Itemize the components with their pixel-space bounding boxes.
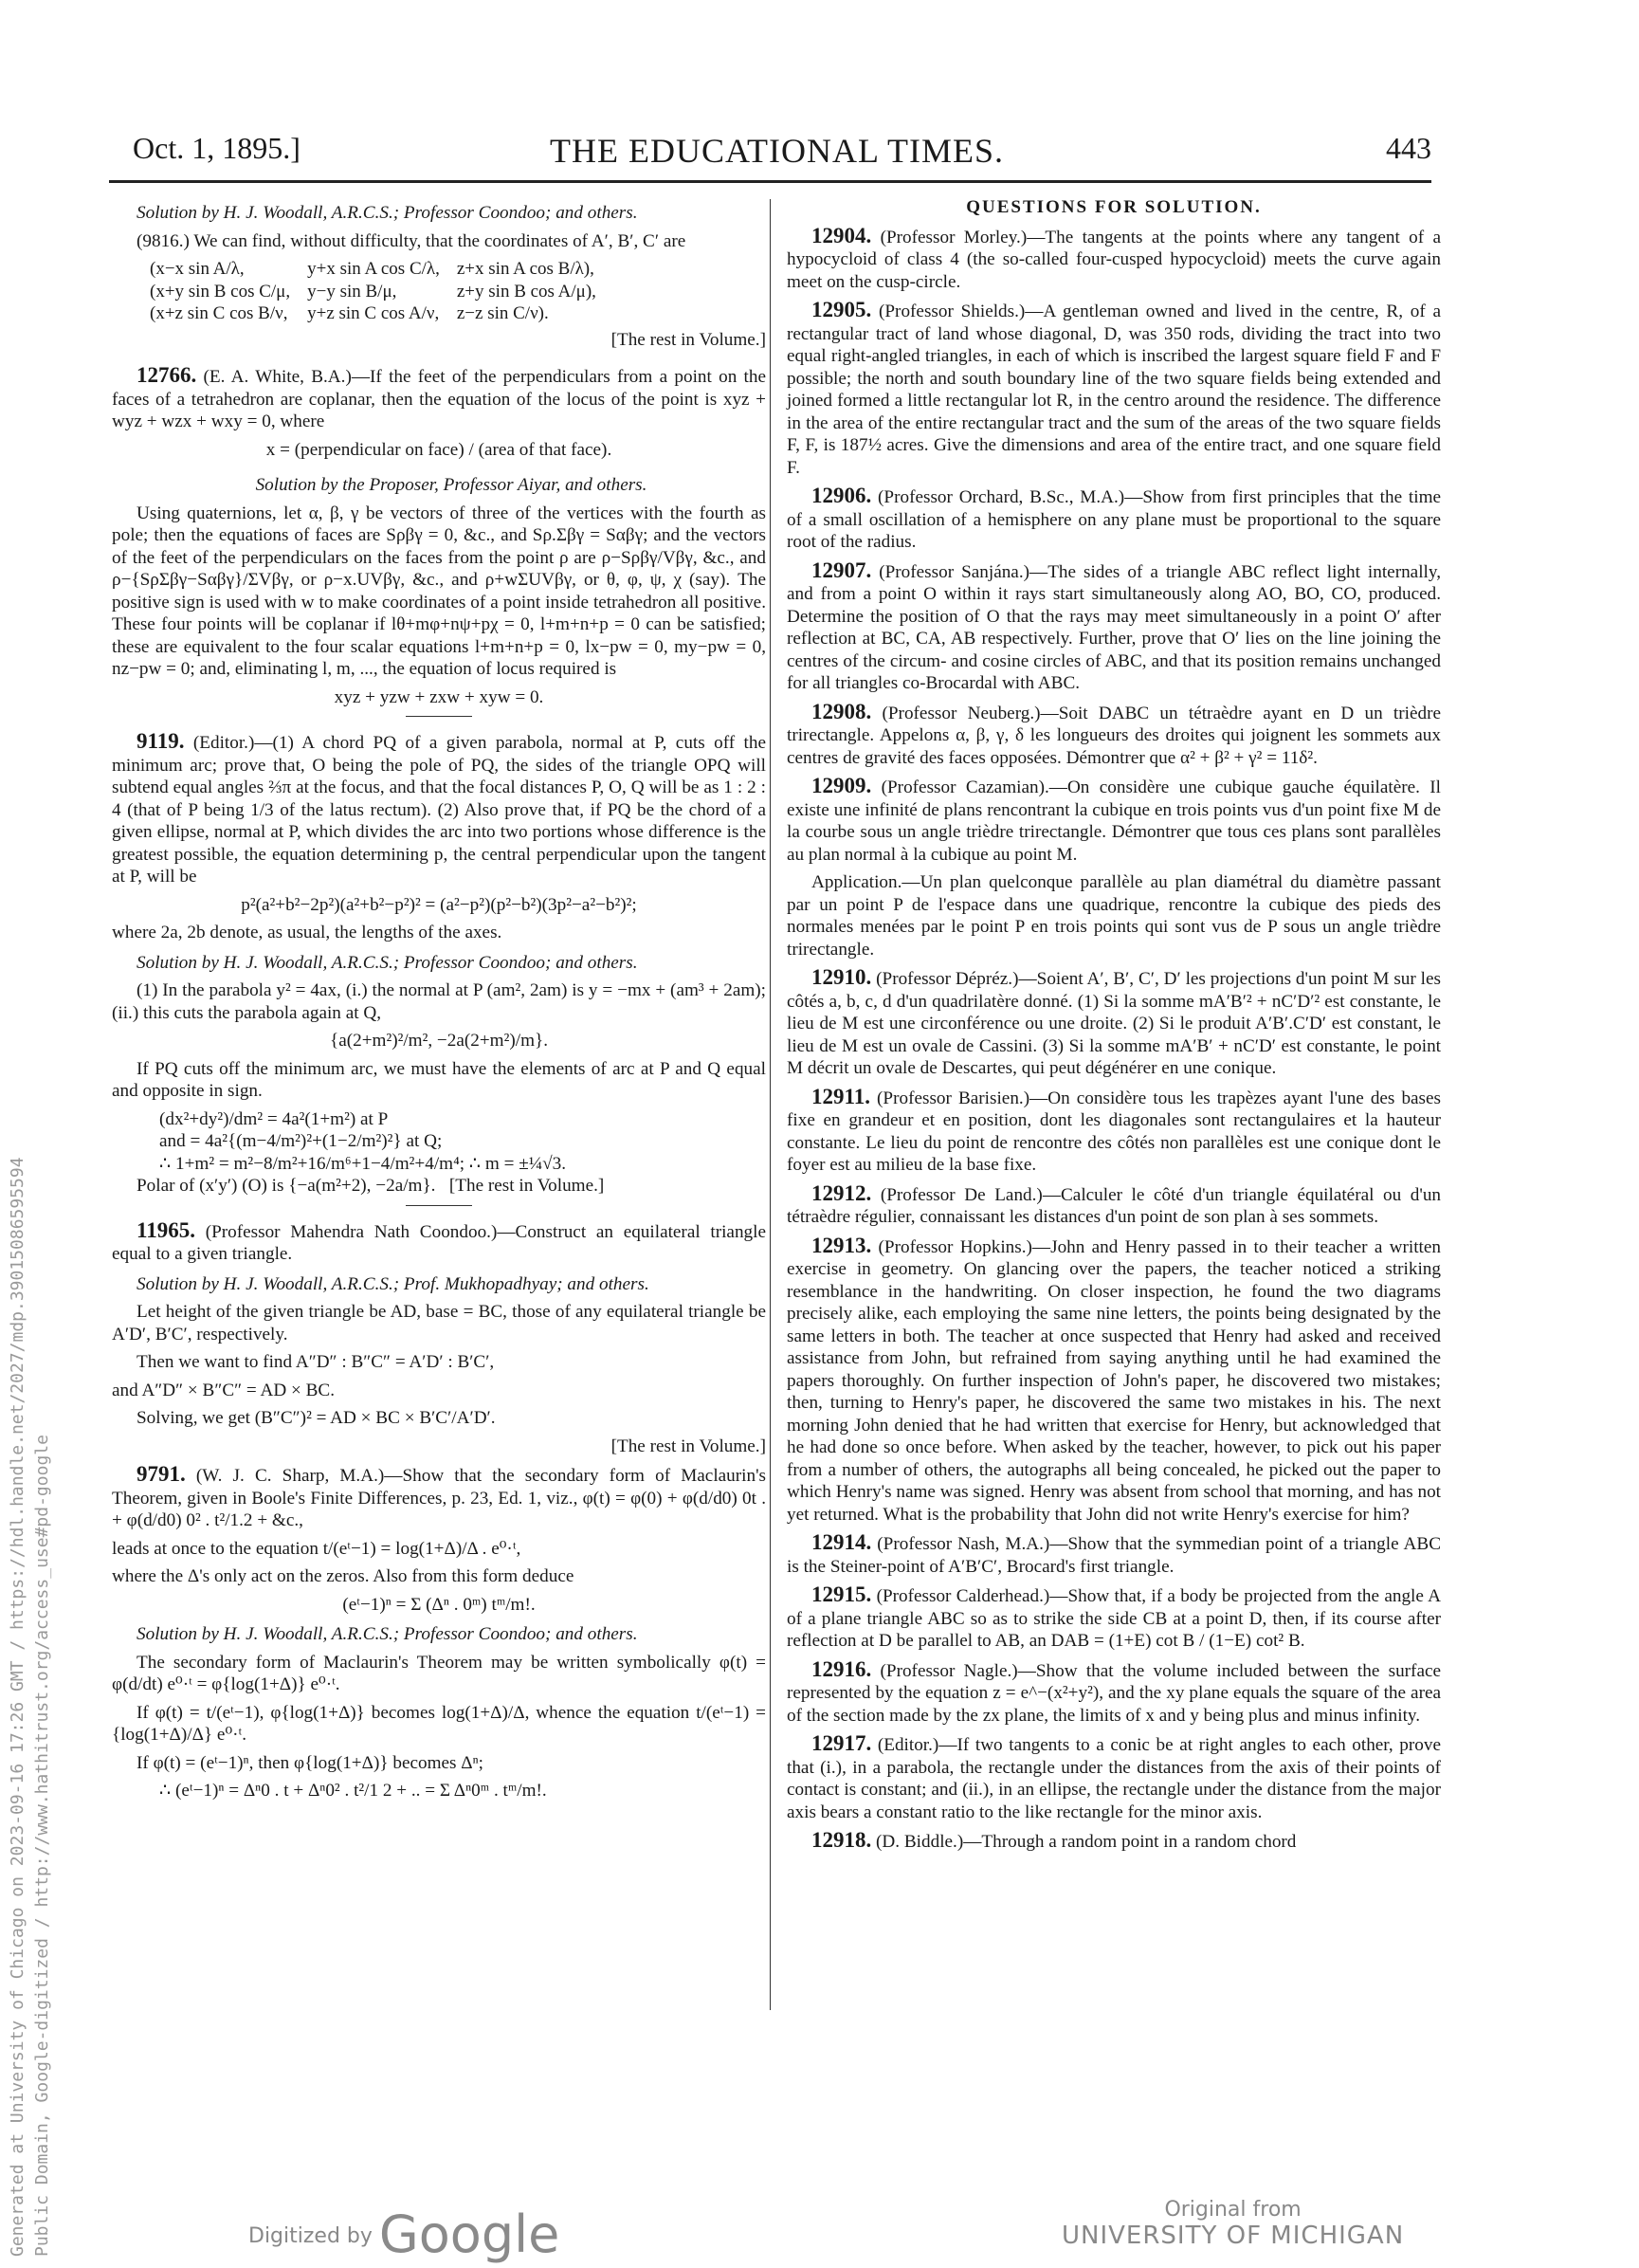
formula-cell: y+z sin C cos A/ν, [307,303,440,323]
stamp-line: Generated at University of Chicago on 2023-09-16 17:26 GMT / https://hdl.handle.net/2027/mdp.39015086595594 [8,1157,27,2257]
question-text: (Professor Nagle.)—Show that the volume included between the surface represented by the equation z = e^−(x²+y²), and the xy plane equals the square of the area of the section made by the zx plane, the limits of x and y being plus and minus infinity. [787,1660,1441,1726]
divider [406,1205,472,1206]
question-11965 [112,1219,766,1266]
issue-date: Oct. 1, 1895.] [133,131,300,165]
question-text: (W. J. C. Sharp, M.A.)—Show that the secondary form of Maclaurin's Theorem, given in Boole's Finite Differences, p. 23, Ed. 1, viz., φ(t) = φ(0) + φ(d/d0) 0t . + φ(d/d0) 0² . t²/1.2 + &c., [112,1466,767,1530]
question-number: 12766. [137,363,197,387]
formula-cell: z+y sin B cos A/μ), [456,281,596,302]
paragraph: where 2a, 2b denote, as usual, the lengths of the axes. [112,923,502,942]
formula-cell: (x−x sin A/λ, [150,259,245,279]
original-from-label: Original from [1164,2198,1302,2222]
formula: Polar of (x′y′) (O) is {−a(m²+2), −2a/m}. [137,1176,436,1196]
paragraph: Using quaternions, let α, β, γ be vectors of three of the vertices with the fourth as pole; then the equations of faces are Sρβγ = 0, &c., and Sρ.Σβγ = Sαβγ; and the vectors of the feet of the perpendiculars on the faces from the point ρ are ρ−Sρβγ/Vβγ, &c., and ρ−{SρΣβγ−Sαβγ}/ΣVβγ, or ρ−x.UVβγ, &c., and ρ+wΣUVβγ, or θ, φ, ψ, χ (say). The positive sign is used with w to make coordinates of a point inside tetrahedron all positive. These four points will be coplanar if lθ+mφ+nψ+pχ = 0, l+m+n+p = 0 can be satisfied; these are equivalent to the four scalar equations l+m+n+p = 0, lx−pw = 0, my−pw = 0, nz−pw = 0; and, eliminating l, m, ..., the equation of locus required is [112,503,766,679]
formula: and = 4a²{(m−4/m²)²+(1−2/m²)²} at Q; [159,1131,443,1151]
divider [406,716,472,717]
stamp-line: Public Domain, Google-digitized / http://www.hathitrust.org/access_use#pd-google [32,1435,52,2257]
coordinates-formula [150,258,613,325]
question-item [787,485,1441,554]
formula: Solving, we get (B″C″)² = AD × BC × B′C′/A′D′. [137,1408,496,1428]
question-item [787,299,1441,479]
question-item [787,225,1441,294]
solution-heading: Solution by H. J. Woodall, A.R.C.S.; Professor Coondoo; and others. [137,203,638,223]
formula: ∴ 1+m² = m²−8/m²+16/m⁶+1−4/m²+4/m⁴; ∴ m = ±¼√3. [159,1153,567,1174]
page-header [133,131,1431,178]
question-text: (Professor Neuberg.)—Soit DABC un tétraèdre ayant en D un trièdre trirectangle. Appelons α, β, γ, δ les longueurs des droites qui joignent les sommets aux centres de gravité des faces opposées. Démontrer que α² + β² + γ² = 11δ². [787,703,1441,768]
question-number: 12906. [811,484,872,507]
paragraph: Then we want to find A″D″ : B″C″ = A′D′ : B′C′, [137,1352,495,1372]
question-number: 12915. [811,1582,872,1606]
rest-in-volume: [The rest in Volume.] [448,1176,605,1196]
question-item [787,1732,1441,1823]
formula-cell: (x+z sin C cos B/ν, [150,303,288,323]
question-item [787,1182,1441,1229]
question-item [787,1086,1441,1177]
question-text: (E. A. White, B.A.)—If the feet of the perpendiculars from a point on the faces of a tetrahedron are coplanar, then the equation of the locus of the point is xyz + wyz + wzx + wxy = 0, where [112,367,766,431]
question-number: 12914. [811,1530,872,1554]
question-text: (Professor Sanjána.)—The sides of a triangle ABC reflect light internally, and from a point O within it rays start simultaneously along AO, BO, CO, produced. Determine the position of O that the rays may meet simultaneously in a point O′ after reflection at BC, CA, AB respectively. Further, prove that O′ lies on the line joining the centres of the circum- and cosine circles of ABC, and that its position remains unchanged for all triangles co-Brocardal with ABC. [787,561,1441,693]
paragraph: If φ(t) = t/(eᵗ−1), φ{log(1+Δ)} becomes log(1+Δ)/Δ, whence the equation t/(eᵗ−1) = {log(1+Δ)/Δ} e⁰·ᵗ. [112,1702,766,1745]
formula-cell: y−y sin B/μ, [307,281,397,302]
paragraph: If φ(t) = (eᵗ−1)ⁿ, then φ{log(1+Δ)} becomes Δⁿ; [137,1752,484,1773]
header-rule [109,180,1431,183]
question-number: 12916. [811,1656,872,1681]
question-text: (Editor.)—(1) A chord PQ of a given parabola, normal at P, cuts off the minimum arc; prove that, O being the pole of PQ, the sides of the triangle OPQ will subtend equal angles ⅔π at the focus, and that the focal distances P, O, Q will be as 1 : 2 : 4 (that of P being 1/3 of the latus rectum). (2) Also prove that, if PQ be the chord of a given ellipse, normal at P, which divides the arc into two portions whose difference is the greatest possible, the equation determining p, the central perpendicular upon the tangent at P, will be [112,733,766,887]
paragraph: leads at once to the equation t/(eᵗ−1) = log(1+Δ)/Δ . e⁰·ᵗ, [112,1538,521,1559]
question-number: 12908. [811,699,872,723]
question-text: (Professor Cazamian).—On considère une cubique gauche équilatère. Il existe une infinité de plans rencontrant la cubique en trois points vus d'un point fixe M de la courbe sous un angle trièdre trirectangle. Démontrer que tous ces plans sont parallèles au plan normal à la cubique au point M. [787,777,1442,865]
question-item [787,1583,1441,1653]
question-item [787,871,1441,960]
formula-cell: z−z sin C/ν). [456,303,549,323]
question-number: 12917. [811,1731,872,1755]
question-item [787,1235,1441,1527]
google-logo: Google [378,2204,560,2264]
question-item [787,701,1441,770]
question-item [787,966,1441,1080]
formula: (eᵗ−1)ⁿ = Σ (Δⁿ . 0ᵐ) tᵐ/m!. [342,1594,536,1615]
question-9791 [112,1463,766,1532]
question-number: 12909. [811,774,872,797]
paragraph: where the Δ's only act on the zeros. Also from this form deduce [112,1566,574,1586]
question-text: Application.—Un plan quelconque parallèle au plan diamétral du diamètre passant par un point P de l'espace dans une quadrique, rencontre la cubique des pieds des normales menées par le point P en trois points qui sont vus de P sous un angle trièdre trirectangle. [787,872,1441,960]
paragraph: (1) In the parabola y² = 4ax, (i.) the normal at P (am², 2am) is y = −mx + (am³ + 2am); (ii.) this cuts the parabola again at Q, [112,980,766,1023]
question-text: (Professor Barisien.)—On considère tous les trapèzes ayant l'une des bases fixe en grandeur et en position, dont les diagonales sont rectangulaires et la hauteur constante. Le lieu du point de rencontre des côtés non parallèles est une conique dont le foyer est au milieu de la base fixe. [787,1088,1442,1175]
solution-heading: Solution by the Proposer, Professor Aiyar, and others. [255,475,647,495]
access-stamp [6,1157,55,2257]
rest-in-volume: [The rest in Volume.] [610,329,766,350]
formula: p²(a²+b²−2p²)(a²+b²−p²)² = (a²−p²)(p²−b²)(3p²−a²−b²)²; [241,894,637,915]
formula-with-rest [112,1175,766,1198]
question-number: 9791. [137,1462,186,1486]
formula: x = (perpendicular on face) / (area of that face). [265,439,612,460]
question-number: 12918. [811,1828,872,1852]
original-from [1062,2198,1404,2250]
right-column [787,194,1441,1859]
question-text: (Professor Nash, M.A.)—Show that the symmedian point of a triangle ABC is the Steiner-point of A′B′C′, Brocard's first triangle. [787,1534,1442,1577]
rest-in-volume: [The rest in Volume.] [610,1436,766,1456]
questions-list [787,225,1441,1854]
formula-cell: z+x sin A cos B/λ), [456,259,594,279]
question-number: 12904. [811,223,872,247]
paragraph: Let height of the given triangle be AD, base = BC, those of any equilateral triangle be A′D′, B′C′, respectively. [112,1302,766,1344]
section-title: QUESTIONS FOR SOLUTION. [966,197,1262,217]
university-label: UNIVERSITY OF MICHIGAN [1062,2222,1405,2250]
left-column [112,194,766,1802]
question-item [787,1531,1441,1578]
solution-heading: Solution by H. J. Woodall, A.R.C.S.; Professor Coondoo; and others. [137,1624,638,1644]
question-item [787,1658,1441,1728]
question-text: (Professor Mahendra Nath Coondoo.)—Construct an equilateral triangle equal to a given triangle. [112,1221,766,1264]
digitized-label: Digitized by [248,2224,373,2248]
solution-heading: Solution by H. J. Woodall, A.R.C.S.; Professor Coondoo; and others. [137,952,638,973]
page-number: 443 [1386,131,1431,165]
question-text: (Professor Hopkins.)—John and Henry passed in to their teacher a written exercise in geometry. On glancing over the papers, the teacher noticed a striking resemblance in the handwriting. On closer inspection, he found the two diagrams precisely alike, each employing the same nine letters, the points being designated by the same letters in both. The teacher at once suspected that Henry had asked and received assistance from John, but refrained from saying anything until he had examined the papers thoroughly. On further inspection of John's paper, he discovered two mistakes; then, turning to Henry's paper, he discovered the same two mistakes in his. The next morning John denied that he had written that exercise for Henry, but acknowledged that he had done so once before. When asked by the teacher, however, to pick out his paper from a number of others, the autographs all being concealed, he picked out the paper to which Henry's name was signed. Henry was absent from school that morning, and has not yet returned. What is the probability that John did not write Henry's exercise for him? [787,1236,1441,1525]
question-text: (Professor Dépréz.)—Soient A′, B′, C′, D′ les projections d'un point M sur les côtés a, b, c, d d'un quadrilatère donné. (1) Si la somme mA′B′² + nC′D′² est constante, le lieu de M est une circonférence ou une droite. (2) Si le produit A′B′.C′D′ est constant, le lieu de M est un ovale de Cassini. (3) Si la somme mA′B′ + nC′D′ est constante, le point M décrit un ovale de Descartes, qui peut dégénérer en une conique. [787,969,1441,1078]
question-text: (Professor Morley.)—The tangents at the points where any tangent of a hypocycloid of class 4 (the so-called four-cusped hypocycloid) meets the curve again meet on the cusp-circle. [787,227,1441,292]
question-text: (Professor De Land.)—Calculer le côté d'un triangle équilatéral ou d'un tétraèdre régulier, connaissant les distances d'un point de son plan à ses sommets. [787,1184,1442,1227]
question-12766 [112,364,766,433]
formula: and A″D″ × B″C″ = AD × BC. [112,1380,336,1400]
question-item [787,1829,1441,1854]
column-divider [770,199,771,2010]
question-number: 12910. [811,965,872,989]
question-number: 12907. [811,558,872,582]
question-number: 12905. [811,298,872,321]
paragraph: If PQ cuts off the minimum arc, we must have the elements of arc at P and Q equal and opposite in sign. [112,1058,766,1101]
question-number: 9119. [137,729,185,753]
question-number: 12913. [811,1233,872,1257]
question-number: 12912. [811,1180,872,1205]
question-text: (Editor.)—If two tangents to a conic be at right angles to each other, prove that (i.), in a parabola, the rectangle under the distances from the axis of their points of contact is constant; and (ii.), in an ellipse, the rectangle under the distance from the major axis bears a constant ratio to the like rectangle for the minor axis. [787,1735,1441,1822]
journal-title: THE EDUCATIONAL TIMES. [550,132,1004,170]
formula: xyz + yzw + zxw + xyw = 0. [334,686,544,707]
question-text: (Professor Calderhead.)—Show that, if a body be projected from the angle A of a plane triangle ABC so as to strike the side CB at a point D, then, if its course after reflection at D be parallel to AB, an DAB = (1+E) cot B / (1−E) cot² B. [787,1586,1441,1651]
formula: (dx²+dy²)/dm² = 4a²(1+m²) at P [159,1108,389,1129]
question-item [787,559,1441,695]
formula: ∴ (eᵗ−1)ⁿ = Δⁿ0 . t + Δⁿ0² . t²/1 2 + .. = Σ Δⁿ0ᵐ . tᵐ/m!. [159,1781,547,1801]
digitized-by-google [248,2204,559,2264]
formula: {a(2+m²)²/m², −2a(2+m²)/m}. [329,1031,549,1051]
formula-cell: (x+y sin B cos C/μ, [150,281,291,302]
paragraph: The secondary form of Maclaurin's Theorem may be written symbolically φ(t) = φ(d/dt) e⁰·ᵗ = φ{log(1+Δ)} e⁰·ᵗ. [112,1652,766,1694]
question-text: (Professor Shields.)—A gentleman owned and lived in the centre, R, of a rectangular tract of land whose diagonal, D, was 350 rods, dividing the tract into two equal right-angled triangles, in each of which is inscribed the largest square field F and F possible; the north and south boundary line of the two square fields being extended and joined formed a little rectangular lot R, in the centro around the residence. The difference in the area of the entire rectangular tract and the sum of the areas of the two square fields F, F, is 187½ acres. Give the dimensions and area of the entire tract, and one square field F. [787,302,1441,478]
question-text: (D. Biddle.)—Through a random point in a random chord [876,1832,1297,1852]
solution-heading: Solution by H. J. Woodall, A.R.C.S.; Prof. Mukhopadhyay; and others. [137,1273,649,1294]
question-9119 [112,730,766,888]
question-number: 12911. [811,1084,870,1108]
question-text: (Professor Orchard, B.Sc., M.A.)—Show from first principles that the time of a small oscillation of a hemisphere on any plane must be proportional to the square root of the radius. [787,487,1442,552]
paragraph: (9816.) We can find, without difficulty, that the coordinates of A′, B′, C′ are [137,230,686,251]
formula-cell: y+x sin A cos C/λ, [307,259,440,279]
question-item [787,775,1441,866]
question-number: 11965. [137,1217,195,1242]
